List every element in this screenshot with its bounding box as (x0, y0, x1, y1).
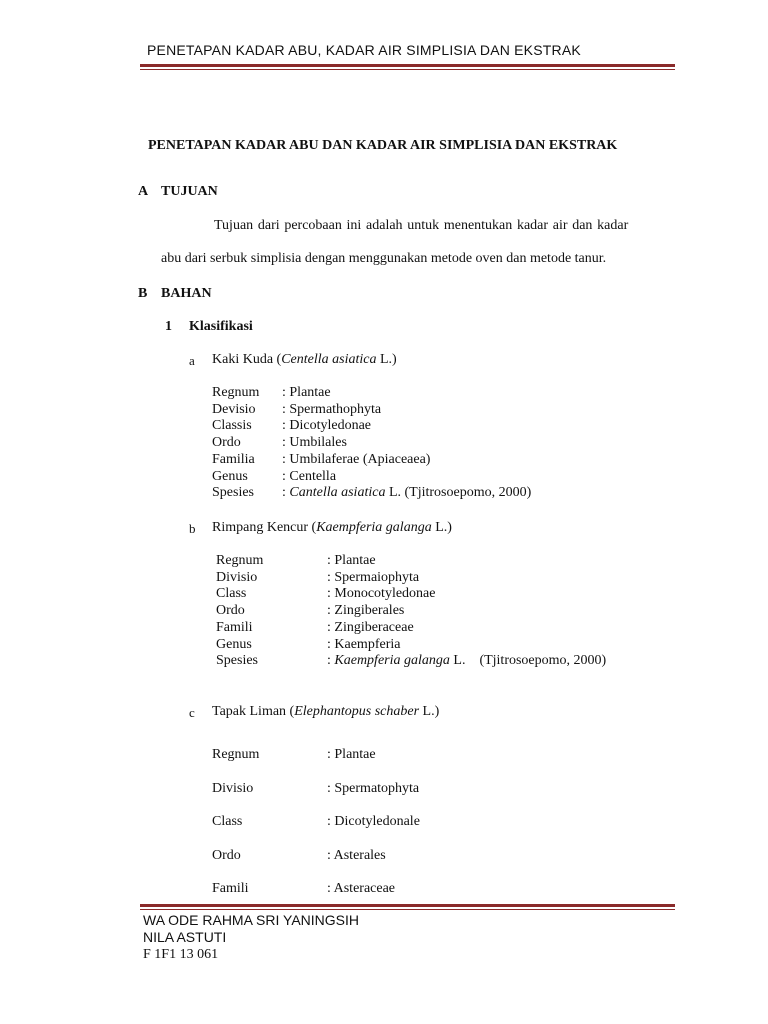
taxon-row (212, 738, 420, 772)
taxon-label: Ordo (212, 435, 241, 451)
taxon-label: Ordo (216, 603, 245, 619)
taxon-row (212, 435, 531, 452)
taxon-label: Classis (212, 418, 252, 434)
taxon-row (216, 553, 606, 570)
document-title: PENETAPAN KADAR ABU DAN KADAR AIR SIMPLISIA DAN EKSTRAK (148, 138, 618, 153)
taxon-value: : Dicotyledonale (327, 814, 420, 829)
taxon-row (212, 402, 531, 419)
taxon-row (212, 839, 420, 873)
taxon-row-species (216, 653, 606, 670)
taxon-label: Ordo (212, 847, 241, 863)
section-a-heading: TUJUAN (161, 184, 218, 199)
footer-rule-thin (140, 909, 675, 910)
item-a-title (212, 352, 397, 368)
taxon-label: Class (212, 814, 243, 829)
section-a-paragraph-line1: Tujuan dari percobaan ini adalah untuk menentukan kadar air dan kadar (214, 218, 629, 233)
taxon-label: Famili (216, 619, 253, 635)
taxon-label: Class (216, 586, 247, 602)
item-b-letter: b (189, 521, 196, 536)
taxon-row-species (212, 485, 531, 502)
page-header-title: PENETAPAN KADAR ABU, KADAR AIR SIMPLISIA DAN EKSTRAK (147, 42, 581, 58)
taxon-value: : Dicotyledonae (282, 418, 372, 434)
subsection-heading: Klasifikasi (189, 319, 253, 334)
subsection-number: 1 (165, 319, 172, 334)
taxon-row (216, 603, 606, 620)
header-rule-thin (140, 69, 675, 70)
species-latin: Cantella asiatica (289, 485, 386, 501)
item-c-title (212, 704, 439, 720)
taxon-value: : Spermaiophyta (327, 569, 420, 585)
taxon-row (212, 872, 420, 906)
taxon-row (212, 418, 531, 435)
footer-author-1: WA ODE RAHMA SRI YANINGSIH (143, 912, 360, 928)
taxon-label: Regnum (212, 385, 260, 400)
taxon-row (212, 805, 420, 839)
item-c-classification (212, 738, 420, 906)
taxon-label: Regnum (216, 553, 264, 568)
item-b-suffix: L.) (431, 520, 452, 535)
taxon-value: : Kaempferia (327, 636, 401, 652)
section-b-heading: BAHAN (161, 286, 212, 301)
taxon-value: : Asterales (327, 847, 386, 863)
taxon-value: : Spermatophyta (327, 780, 420, 796)
item-a-letter: a (189, 353, 195, 368)
taxon-label: Devisio (212, 401, 256, 417)
species-latin: Kaempferia galanga (334, 653, 450, 669)
taxon-value: : Asteraceae (327, 881, 396, 896)
species-suffix: L. (Tjitrosoepomo, 2000) (449, 653, 607, 669)
item-b-classification (216, 553, 606, 670)
taxon-label: Regnum (212, 747, 260, 762)
taxon-label: Spesies (216, 653, 258, 669)
taxon-row (216, 637, 606, 654)
taxon-label: Divisio (216, 569, 258, 585)
taxon-value: : Centella (282, 468, 337, 484)
taxon-value: : Umbilales (282, 435, 347, 451)
taxon-row (216, 620, 606, 637)
section-a-letter: A (138, 184, 149, 199)
species-prefix: : (282, 485, 290, 501)
item-a-latin: Centella asiatica (281, 352, 377, 367)
item-b-title (212, 520, 452, 536)
taxon-row (212, 469, 531, 486)
item-b-name: Rimpang Kencur ( (212, 520, 317, 535)
footer-author-2: NILA ASTUTI (143, 929, 227, 945)
section-b-letter: B (138, 286, 148, 301)
taxon-label: Genus (212, 468, 248, 484)
taxon-value: : Monocotyledonae (327, 586, 436, 602)
taxon-value: : Spermathophyta (282, 401, 382, 417)
taxon-row (216, 570, 606, 587)
item-c-latin: Elephantopus schaber (294, 704, 420, 719)
item-a-classification (212, 385, 531, 502)
taxon-label: Genus (216, 636, 252, 652)
footer-student-id: F 1F1 13 061 (143, 947, 219, 962)
footer-rule-thick (140, 904, 675, 907)
item-c-suffix: L.) (419, 704, 440, 719)
taxon-value: : Zingiberales (327, 603, 405, 619)
taxon-row (212, 772, 420, 806)
item-a-suffix: L.) (376, 352, 397, 367)
item-c-name: Tapak Liman ( (212, 704, 295, 719)
taxon-value: : Plantae (282, 385, 331, 400)
item-b-latin: Kaempferia galanga (316, 520, 432, 535)
item-a-name: Kaki Kuda ( (212, 352, 282, 367)
taxon-value: : Zingiberaceae (327, 619, 414, 635)
taxon-label: Familia (212, 451, 255, 467)
taxon-row (216, 586, 606, 603)
taxon-label: Divisio (212, 780, 254, 796)
species-suffix: L. (Tjitrosoepomo, 2000) (385, 485, 532, 501)
header-rule-thick (140, 64, 675, 67)
species-prefix: : (327, 653, 335, 669)
taxon-value: : Plantae (327, 553, 376, 568)
taxon-value: : Plantae (327, 747, 376, 762)
taxon-label: Famili (212, 881, 249, 896)
item-c-letter: c (189, 705, 195, 720)
taxon-value: : Umbilaferae (Apiaceaea) (282, 451, 431, 467)
section-a-paragraph-line2: abu dari serbuk simplisia dengan menggunakan metode oven dan metode tanur. (161, 251, 607, 266)
taxon-row (212, 452, 531, 469)
taxon-label: Spesies (212, 485, 254, 501)
taxon-row (212, 385, 531, 402)
